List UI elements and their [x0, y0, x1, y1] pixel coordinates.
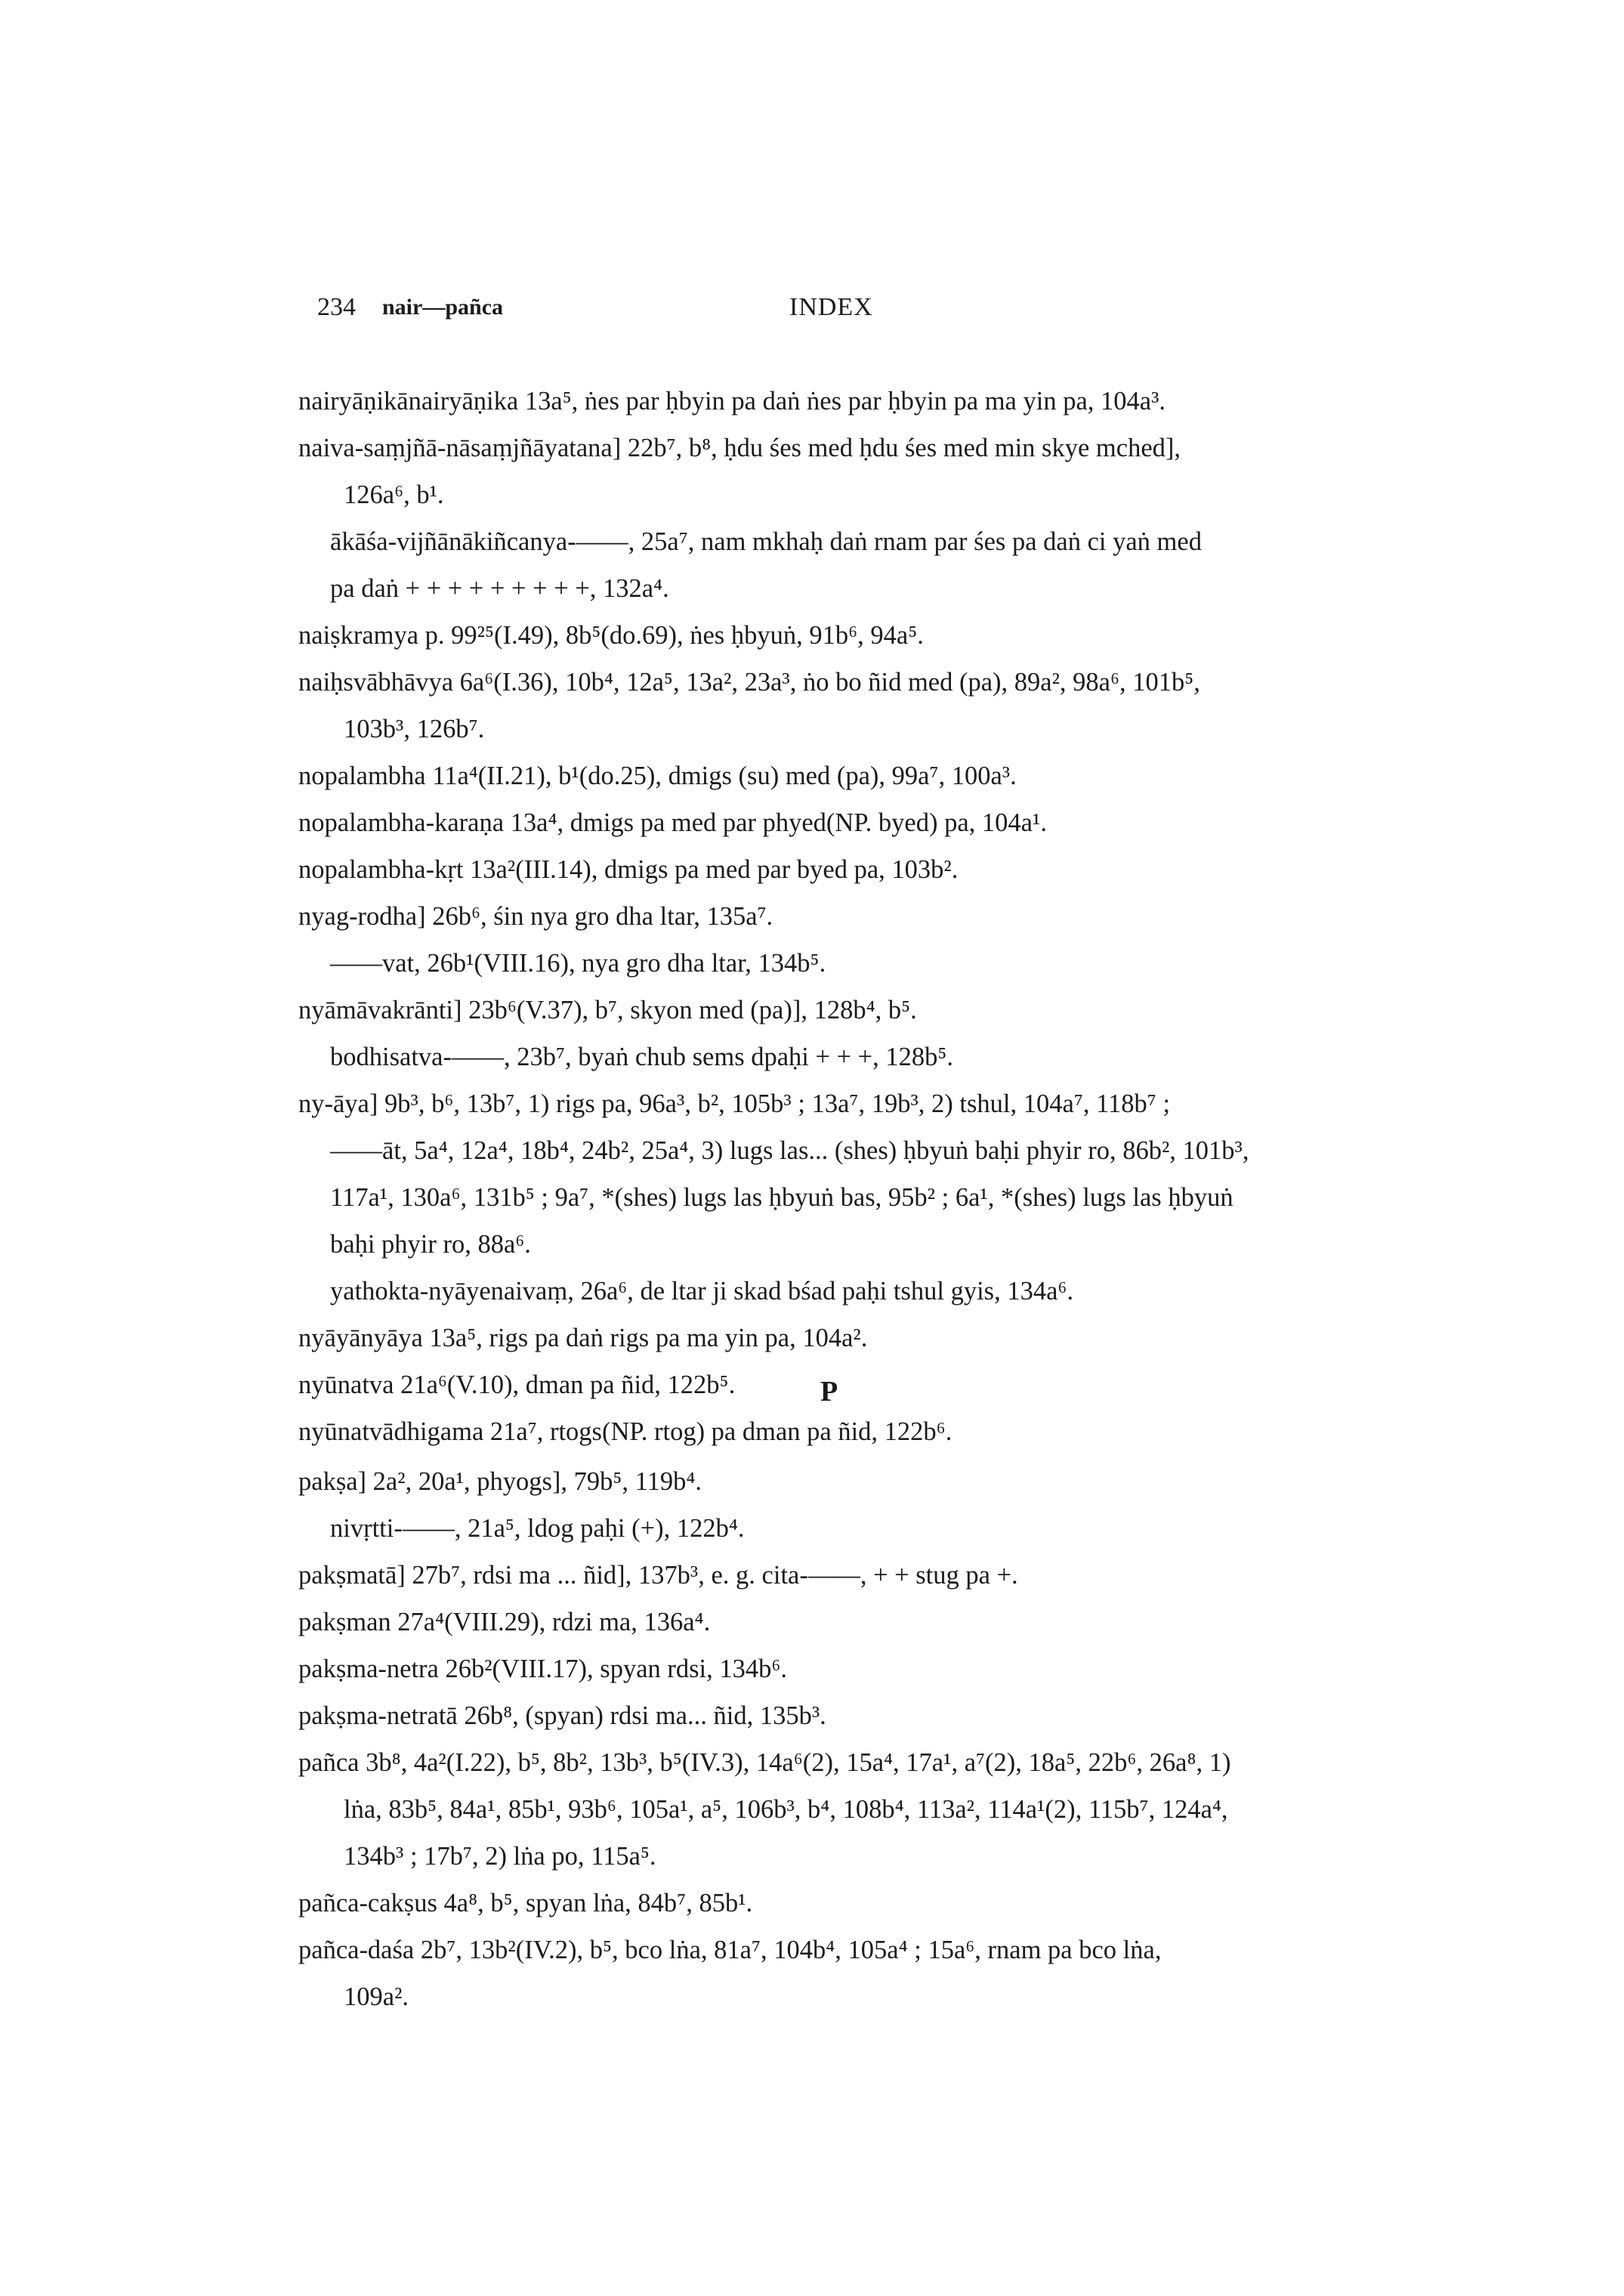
index-entry-line: yathokta-nyāyenaivaṃ, 26a⁶, de ltar ji skad bśad paḥi tshul gyis, 134a⁶. [330, 1277, 1074, 1306]
index-entry-line: nyag-rodha] 26b⁶, śin nya gro dha ltar, 135a⁷. [298, 902, 773, 931]
index-entry-line: nivṛtti-——, 21a⁵, ldog paḥi (+), 122b⁴. [330, 1514, 745, 1543]
page-header [317, 293, 1390, 331]
index-entry-line: pa daṅ + + + + + + + + +, 132a⁴. [330, 574, 669, 603]
index-entry-line: 109a². [344, 1982, 409, 2011]
index-entry-line: nyāmāvakrānti] 23b⁶(V.37), b⁷, skyon med (pa)], 128b⁴, b⁵. [298, 996, 917, 1024]
index-entry-line: ——vat, 26b¹(VIII.16), nya gro dha ltar, 134b⁵. [330, 949, 826, 978]
page-number: 234 [317, 293, 356, 321]
index-entry-line: naiva-saṃjñā-nāsaṃjñāyatana] 22b⁷, b⁸, ḥdu śes med ḥdu śes med min skye mched], [298, 434, 1181, 462]
section-letter-heading: P [820, 1376, 838, 1408]
index-entry-line: pakṣma-netra 26b²(VIII.17), spyan rdsi, 134b⁶. [298, 1655, 788, 1683]
index-entry-line: pakṣma-netratā 26b⁸, (spyan) rdsi ma... ñid, 135b³. [298, 1701, 826, 1730]
index-entry-line: nopalambha-karaṇa 13a⁴, dmigs pa med par phyed(NP. byed) pa, 104a¹. [298, 808, 1047, 837]
index-entry-line: ākāśa-vijñānākiñcanya-——, 25a⁷, nam mkhaḥ daṅ rnam par śes pa daṅ ci yaṅ med [330, 527, 1202, 556]
index-entry-line: lṅa, 83b⁵, 84a¹, 85b¹, 93b⁶, 105a¹, a⁵, 106b³, b⁴, 108b⁴, 113a², 114a¹(2), 115b⁷, 124a⁴, [344, 1795, 1228, 1824]
index-entry-line: nairyāṇikānairyāṇika 13a⁵, ṅes par ḥbyin pa daṅ ṅes par ḥbyin pa ma yin pa, 104a³. [298, 387, 1166, 416]
index-entries-n [298, 378, 1416, 1455]
index-entry-line: naiṣkramya p. 99²⁵(I.49), 8b⁵(do.69), ṅes ḥbyuṅ, 91b⁶, 94a⁵. [298, 621, 924, 650]
index-entry-line: nopalambha-kṛt 13a²(III.14), dmigs pa med par byed pa, 103b². [298, 855, 959, 884]
index-entry-line: pañca 3b⁸, 4a²(I.22), b⁵, 8b², 13b³, b⁵(IV.3), 14a⁶(2), 15a⁴, 17a¹, a⁷(2), 18a⁵, 22b⁶, 26a⁸, 1) [298, 1748, 1231, 1777]
running-head: nair—pañca [382, 295, 504, 320]
index-entry-line: 117a¹, 130a⁶, 131b⁵ ; 9a⁷, *(shes) lugs las ḥbyuṅ bas, 95b² ; 6a¹, *(shes) lugs las ḥbyuṅ [330, 1183, 1233, 1212]
page-title: INDEX [789, 293, 873, 321]
index-entry-line: bodhisatva-——, 23b⁷, byaṅ chub sems dpaḥi + + +, 128b⁵. [330, 1043, 954, 1071]
index-entry-line: nyāyānyāya 13a⁵, rigs pa daṅ rigs pa ma yin pa, 104a². [298, 1324, 868, 1352]
index-entries-p [298, 1458, 1416, 2020]
index-entry-line: nyūnatva 21a⁶(V.10), dman pa ñid, 122b⁵. [298, 1370, 736, 1399]
index-entry-line: pakṣman 27a⁴(VIII.29), rdzi ma, 136a⁴. [298, 1608, 711, 1636]
index-entry-line: ny-āya] 9b³, b⁶, 13b⁷, 1) rigs pa, 96a³, b², 105b³ ; 13a⁷, 19b³, 2) tshul, 104a⁷, 118b⁷ ; [298, 1089, 1171, 1118]
index-entry-line: pakṣmatā] 27b⁷, rdsi ma ... ñid], 137b³, e. g. cita-——, + + stug pa +. [298, 1561, 1018, 1590]
index-entry-line: 134b³ ; 17b⁷, 2) lṅa po, 115a⁵. [344, 1842, 656, 1871]
index-entry-line: pañca-cakṣus 4a⁸, b⁵, spyan lṅa, 84b⁷, 85b¹. [298, 1889, 753, 1917]
index-entry-line: ——āt, 5a⁴, 12a⁴, 18b⁴, 24b², 25a⁴, 3) lugs las... (shes) ḥbyuṅ baḥi phyir ro, 86b², 101b³, [330, 1136, 1249, 1165]
index-entry-line: pañca-daśa 2b⁷, 13b²(IV.2), b⁵, bco lṅa, 81a⁷, 104b⁴, 105a⁴ ; 15a⁶, rnam pa bco lṅa, [298, 1936, 1162, 1964]
index-entry-line: nopalambha 11a⁴(II.21), b¹(do.25), dmigs (su) med (pa), 99a⁷, 100a³. [298, 762, 1017, 790]
index-entry-line: nyūnatvādhigama 21a⁷, rtogs(NP. rtog) pa dman pa ñid, 122b⁶. [298, 1417, 952, 1446]
index-entry-line: 103b³, 126b⁷. [344, 715, 485, 743]
index-entry-line: pakṣa] 2a², 20a¹, phyogs], 79b⁵, 119b⁴. [298, 1467, 702, 1496]
index-entry-line: 126a⁶, b¹. [344, 481, 444, 509]
index-entry-line: baḥi phyir ro, 88a⁶. [330, 1230, 531, 1259]
index-entry-line: naiḥsvābhāvya 6a⁶(I.36), 10b⁴, 12a⁵, 13a², 23a³, ṅo bo ñid med (pa), 89a², 98a⁶, 101b⁵, [298, 668, 1200, 697]
